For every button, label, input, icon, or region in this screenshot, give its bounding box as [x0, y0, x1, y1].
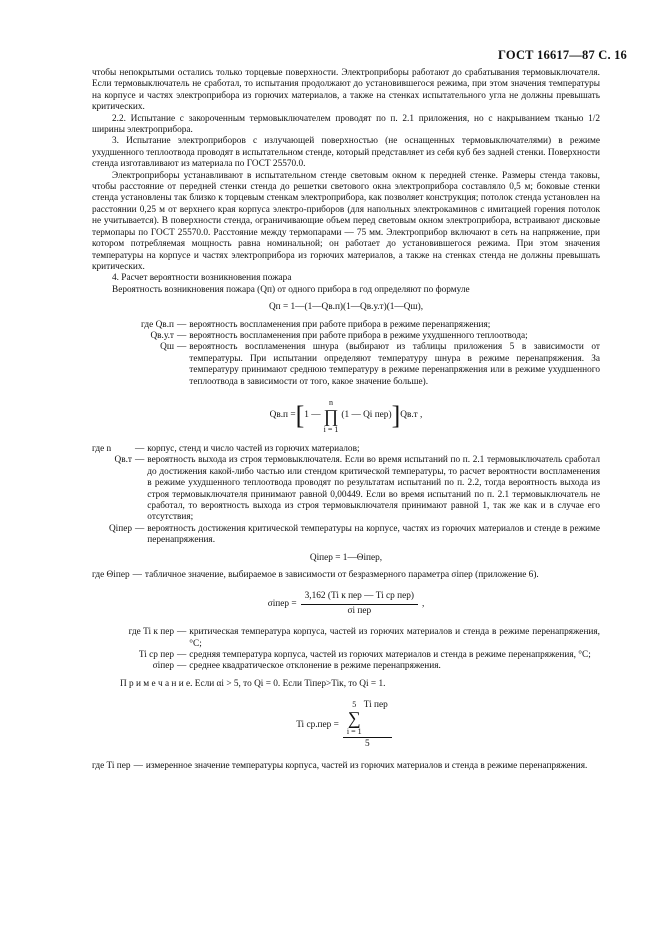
paragraph-1: чтобы непокрытыми остались только торцевые поверхности. Электроприборы работают до срабатывания термовыключателя. Если термовыключатель не сработал, то испытания продолжают до установившегося режима, при этом значения температуры на корпусе и частях электроприбора из горючих материалов, а также на стенках испытательного угла не должны превышать критических. [92, 68, 600, 113]
definition-symbol: n [106, 443, 112, 454]
fraction: $\frac{\text{3,162 (Ti к пер — Ti ср пер)}}{\text{σi пер}}$ [301, 591, 418, 617]
definitions-3 [92, 570, 600, 581]
formula-critical-prob: Qiпер = 1—Θiпер, [309, 552, 383, 563]
definition-text: вероятность воспламенения при работе прибора в режиме ухудшенного теплоотвода; [189, 330, 528, 341]
definition-symbol: Θiпер [106, 570, 130, 581]
definitions-4 [92, 627, 600, 673]
definition-row: σiпер — среднее квадратическое отклонение в режиме перенапряжения. [92, 661, 600, 672]
definition-text: вероятность достижения критической температуры на корпусе, частях из горючих материалов и стенде в режиме перенапряжения. [147, 523, 600, 546]
paragraph-6: Вероятность возникновения пожара (Qп) от одного прибора в год определяют по формуле [112, 284, 470, 295]
definition-text: вероятность выхода из строя термовыключателя. Если во время испытаний по п. 2.1 термовыключатель сработал до достижения какой-либо частью или стендом критической температуры, то расчет вероятности воспламенения в режиме ухудшенного теплоотвода проводят по результатам испытаний по п. 2.2, тогда вероятность выхода из строя термовыключателя принимают равной 0,00449. Если во время испытаний по п. 2.1 термовыключатель не сработал, то вероятность выхода из строя термовыключателя принимают равной 1, так же как и в случае его отсутствия; [147, 455, 600, 523]
definition-text: измеренное значение температуры корпуса, частей из горючих материалов и стенда в режиме перенапряжения. [145, 760, 588, 771]
paragraph-2: 2.2. Испытание с закороченным термовыключателем проводят по п. 2.1 приложения, но с накрыванием тканью 1/2 ширины электроприбора. [92, 113, 600, 136]
definition-symbol: Ti к пер [143, 627, 174, 638]
document-body [92, 68, 600, 776]
definition-row: где Ti к пер — критическая температура корпуса, частей из горючих материалов и стенда в режиме перенапряжения, °С; [128, 627, 600, 649]
definitions-2 [92, 444, 600, 547]
definition-row: где Ti пер — измеренное значение температуры корпуса, частей из горючих материалов и стенда в режиме перенапряжения. [92, 761, 600, 772]
definition-symbol: Ti ср пер [138, 650, 174, 661]
definition-symbol: Qв.т [114, 455, 132, 466]
definitions-1 [92, 320, 600, 388]
formula-sigma: σiпер = $\frac{\text{3,162 (Ti к пер — Ti ср пер)}}{\text{σi пер}}$ , [267, 591, 425, 616]
definition-symbol: σiпер [152, 661, 174, 672]
definition-row: Qв.т — вероятность выхода из строя термовыключателя. Если во время испытаний по п. 2.1 термовыключатель сработал до достижения какой-либо частью или стендом критической температуры, то расчет вероятности воспламенения в режиме ухудшенного теплоотвода проводят по результатам испытаний по п. 2.2, тогда вероятность выхода из строя термовыключателя принимают равной 0,00449. Если во время испытаний по п. 2.1 термовыключатель не сработал, то вероятность выхода из строя термовыключателя принимают равной 1, так же как и в случае его отсутствия; [92, 455, 600, 523]
formula-overvoltage: Qв.п = [ 1 — n ∏ i = 1 (1 — Qi пер) ] Qв.т , [269, 397, 423, 434]
definition-text: средняя температура корпуса, частей из горючих материалов и стенда в режиме перенапряжения, °С; [189, 650, 591, 661]
definition-text: вероятность воспламенения шнура (выбирают из таблицы приложения 5 в зависимости от температуры. При испытании определяют температуру шнура в режиме перенапряжения. За температуру принимают среднюю температуру в режиме перенапряжения или в режиме ухудшенного теплоотвода в зависимости от того, какое значение больше). [189, 342, 600, 387]
definition-symbol: Qш [160, 342, 174, 353]
paragraph-3: 3. Испытание электроприборов с излучающей поверхностью (не оснащенных термовыключателями) в режиме ухудшенного теплоотвода проводят в испытательном стенде, который представляет из себя куб без задней стенки. Поверхности стенда изготавливают из материала по ГОСТ 25570.0. [92, 136, 600, 170]
definition-row: где Θiпер — табличное значение, выбираемое в зависимости от безразмерного параметра σiпер (приложение 6). [92, 570, 600, 581]
definition-symbol: Qв.у.т [150, 330, 174, 341]
definition-text: вероятность воспламенения при работе прибора в режиме перенапряжения; [189, 319, 491, 330]
definition-row: Qiпер — вероятность достижения критической температуры на корпусе, частях из горючих материалов и стенде в режиме перенапряжения. [92, 524, 600, 547]
definition-text: корпус, стенд и число частей из горючих материалов; [147, 443, 360, 454]
definition-row: Ti ср пер — средняя температура корпуса, частей из горючих материалов и стенда в режиме перенапряжения, °С; [92, 650, 600, 661]
note: П р и м е ч а н и е. Если αi > 5, то Qi = 0. Если Tiпер>Tiк, то Qi = 1. [120, 678, 386, 689]
definition-text: среднее квадратическое отклонение в режиме перенапряжения. [189, 661, 441, 672]
definition-text: критическая температура корпуса, частей из горючих материалов и стенда в режиме перенапряжения, °С; [189, 627, 600, 649]
definition-symbol: Qiпер [108, 523, 132, 534]
definition-symbol: Ti пер [106, 760, 131, 771]
definitions-5 [92, 761, 600, 772]
definition-row: Qш — вероятность воспламенения шнура (выбирают из таблицы приложения 5 в зависимости от температуры. При испытании определяют температуру шнура в режиме перенапряжения. За температуру принимают среднюю температуру в режиме перенапряжения или в режиме ухудшенного теплоотвода в зависимости от того, какое значение больше). [92, 342, 600, 388]
page-header: ГОСТ 16617—87 С. 16 [498, 48, 627, 62]
formula-average-temp: Ti ср.пер = 5 ∑ i = 1 Ti пер 5 [92, 700, 600, 750]
product-operator: n ∏ i = 1 [323, 397, 339, 434]
definition-row: где Qв.п — вероятность воспламенения при работе прибора в режиме перенапряжения; [92, 320, 600, 331]
sum-operator: 5 ∑ i = 1 [346, 700, 362, 737]
formula-probability-fire: Qп = 1—(1—Qв.п)(1—Qв.у.т)(1—Qш), [268, 302, 424, 313]
paragraph-4: Электроприборы устанавливают в испытательном стенде световым окном к передней стенке. Размеры стенда таковы, чтобы расстояние от передней стенки стенда до решетки светового окна электроприбора составляло 0,5 м; боковые стенки стенда установлены так близко к торцевым стенкам электроприбора, как позволяет конструкция; потолок стенда установлен на расстоянии 0,25 м от верхнего края корпуса электро-приборов (для напольных электрокаминов с имитацией горения потолок не учитывается). В поверхности стенда, ограничивающие объем перед световым окном электроприбора, встраивают дисковые термопары по ГОСТ 25570.0. Расстояние между термопарами — 75 мм. Электроприбор включают в сеть на напряжение, при котором потребляемая мощность равна номинальной; он работает до установившегося режима. При этом значения температуры на корпусе и частях электроприбора из горючих материалов, а также на стенках стенда не должны превышать критических. [92, 170, 600, 272]
definition-text: табличное значение, выбираемое в зависимости от безразмерного параметра σiпер (приложение 6). [144, 570, 539, 581]
section-heading: 4. Расчет вероятности возникновения пожара [112, 273, 292, 284]
definition-row: где n — корпус, стенд и число частей из горючих материалов; [92, 444, 600, 455]
definition-row: Qв.у.т — вероятность воспламенения при работе прибора в режиме ухудшенного теплоотвода; [92, 331, 600, 342]
definition-symbol: Qв.п [155, 319, 174, 330]
fraction: 5 ∑ i = 1 Ti пер 5 [343, 700, 392, 750]
